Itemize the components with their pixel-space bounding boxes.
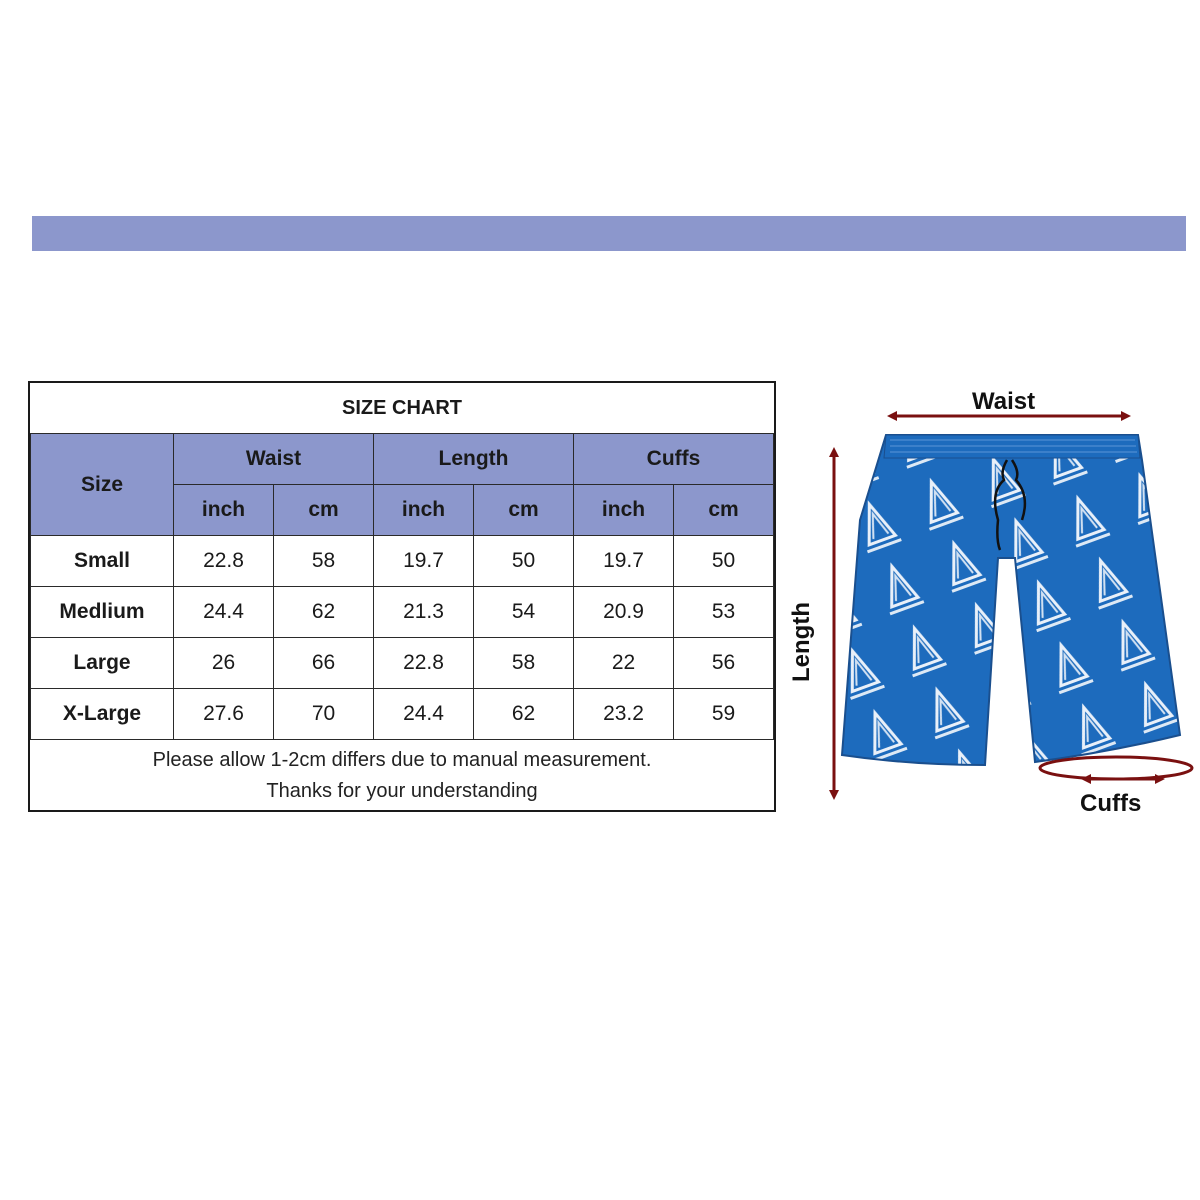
value-cell: 62 <box>474 689 574 740</box>
value-cell: 70 <box>274 689 374 740</box>
value-cell: 50 <box>474 536 574 587</box>
value-cell: 22.8 <box>374 638 474 689</box>
value-cell: 19.7 <box>374 536 474 587</box>
note-line-2: Thanks for your understanding <box>266 780 538 802</box>
size-chart-table <box>28 381 776 812</box>
measurement-note <box>31 740 774 813</box>
value-cell: 56 <box>674 638 774 689</box>
value-cell: 22 <box>574 638 674 689</box>
table-row <box>31 587 774 638</box>
table-row <box>31 536 774 587</box>
shorts-measurement-diagram <box>787 380 1200 820</box>
waist-label: Waist <box>972 388 1036 415</box>
value-cell: 53 <box>674 587 774 638</box>
table-row <box>31 638 774 689</box>
size-cell: Medlium <box>31 587 174 638</box>
value-cell: 24.4 <box>374 689 474 740</box>
value-cell: 27.6 <box>174 689 274 740</box>
header-banner <box>32 216 1186 251</box>
note-line-1: Please allow 1-2cm differs due to manual measurement. <box>152 749 652 771</box>
value-cell: 22.8 <box>174 536 274 587</box>
value-cell: 54 <box>474 587 574 638</box>
unit-header: inch <box>374 485 474 536</box>
chart-title: SIZE CHART <box>31 383 774 434</box>
value-cell: 19.7 <box>574 536 674 587</box>
waist-header: Waist <box>174 434 374 485</box>
cuffs-header: Cuffs <box>574 434 774 485</box>
cuffs-ellipse <box>1040 757 1192 779</box>
unit-header: cm <box>474 485 574 536</box>
unit-header: cm <box>674 485 774 536</box>
table-row <box>31 689 774 740</box>
size-header: Size <box>31 434 174 536</box>
value-cell: 24.4 <box>174 587 274 638</box>
shorts-body <box>842 435 1180 765</box>
size-cell: X-Large <box>31 689 174 740</box>
size-cell: Large <box>31 638 174 689</box>
shorts-illustration <box>787 380 1200 820</box>
value-cell: 66 <box>274 638 374 689</box>
value-cell: 59 <box>674 689 774 740</box>
unit-header: inch <box>574 485 674 536</box>
value-cell: 23.2 <box>574 689 674 740</box>
value-cell: 20.9 <box>574 587 674 638</box>
unit-header: cm <box>274 485 374 536</box>
value-cell: 58 <box>474 638 574 689</box>
length-header: Length <box>374 434 574 485</box>
unit-header: inch <box>174 485 274 536</box>
value-cell: 58 <box>274 536 374 587</box>
value-cell: 26 <box>174 638 274 689</box>
cuffs-label: Cuffs <box>1080 790 1142 817</box>
size-cell: Small <box>31 536 174 587</box>
length-label: Length <box>787 602 815 682</box>
value-cell: 62 <box>274 587 374 638</box>
value-cell: 21.3 <box>374 587 474 638</box>
value-cell: 50 <box>674 536 774 587</box>
